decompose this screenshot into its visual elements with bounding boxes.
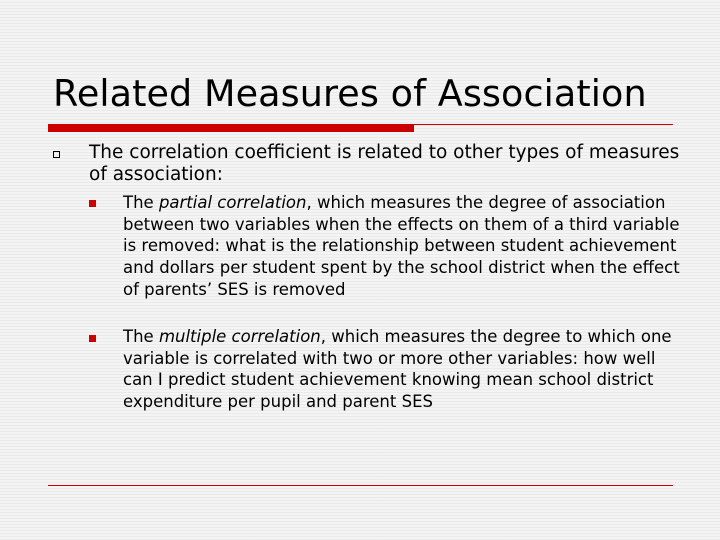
slide-title: Related Measures of Association <box>53 72 647 115</box>
title-underline-thin <box>414 124 673 125</box>
filled-square-bullet-icon <box>89 200 96 207</box>
sub-bullet-lead: The <box>123 193 159 212</box>
hollow-square-bullet-icon <box>53 151 60 158</box>
sub-bullet-partial-correlation <box>123 192 683 301</box>
sub-bullet-rest: , which measures the degree to which one variable is correlated with two or more other variables: how well can I predict student achievement knowing mean school district expenditure per pupil and parent SES <box>123 327 672 412</box>
title-underline-thick <box>48 124 414 132</box>
sub-bullet-lead: The <box>123 327 159 346</box>
main-bullet-text: The correlation coefficient is related to other types of measures of association: <box>89 142 680 185</box>
sub-bullet-rest: , which measures the degree of association between two variables when the effects on them of a third variable is removed: what is the relationship between student achievement and dollars per student spent by the school district when the effect of parents’ SES is removed <box>123 193 680 299</box>
sub-bullet-multiple-correlation <box>123 326 683 413</box>
footer-rule <box>48 485 673 486</box>
sub-bullet-term: multiple correlation <box>158 327 321 346</box>
sub-bullet-term: partial correlation <box>158 193 307 212</box>
filled-square-bullet-icon <box>89 335 96 342</box>
